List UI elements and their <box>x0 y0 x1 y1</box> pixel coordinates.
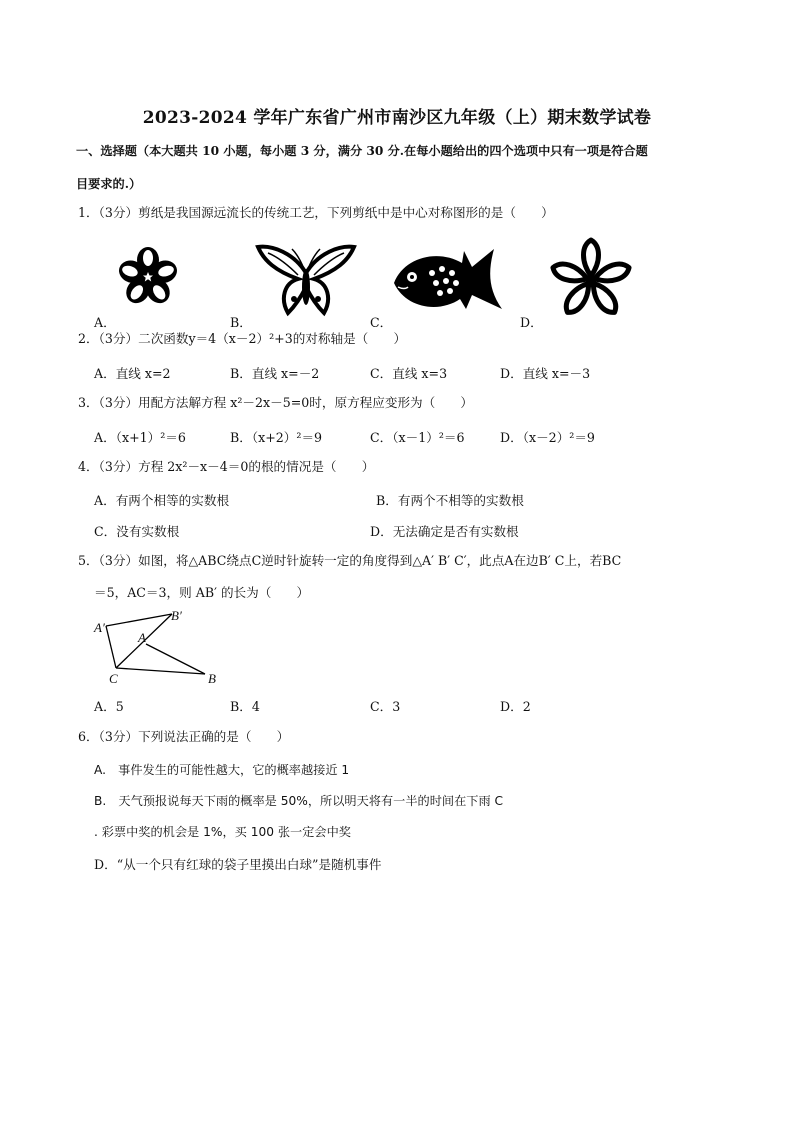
question-1-option-d: D． <box>520 315 543 330</box>
question-3-option-a: A．（x+1）²＝6 <box>94 430 186 445</box>
butterfly-papercut <box>254 243 358 321</box>
question-4-option-a: A．有两个相等的实数根 <box>94 493 230 508</box>
label-b-prime: B′ <box>171 608 182 623</box>
question-5-stem-line1: 5．（3分）如图，将△ABC绕点C逆时针旋转一定的角度得到△A′ B′ C′，此点A在边B′ C上，若BC <box>78 553 622 568</box>
question-5-option-b: B．4 <box>230 699 260 714</box>
question-1-stem: 1．（3分）剪纸是我国源远流长的传统工艺，下列剪纸中是中心对称图形的是（ ） <box>78 205 554 220</box>
question-4-stem: 4．（3分）方程 2x²－x－4＝0的根的情况是（ ） <box>78 459 375 474</box>
question-1-option-c: C． <box>370 315 393 330</box>
section-heading-line1: 一、选择题（本大题共 10 小题，每小题 3 分，满分 30 分.在每小题给出的四个选项中只有一项是符合题 <box>76 144 648 158</box>
question-6-option-a: A. 事件发生的可能性越大，它的概率越接近 1 <box>94 763 350 777</box>
question-6-option-b: B. 天气预报说每天下雨的概率是 50%，所以明天将有一半的时间在下雨 C <box>94 794 504 808</box>
question-1-option-a: A． <box>94 315 116 330</box>
question-3-option-d: D．（x－2）²＝9 <box>500 430 595 445</box>
five-petal-flower-papercut <box>544 236 638 320</box>
label-b: B <box>208 671 216 686</box>
question-5-option-c: C．3 <box>370 699 401 714</box>
question-6-stem: 6．（3分）下列说法正确的是（ ） <box>78 729 290 744</box>
label-a: A <box>138 630 146 645</box>
question-3-option-b: B．（x+2）²＝9 <box>230 430 323 445</box>
page-title: 2023-2024 学年广东省广州市南沙区九年级（上）期末数学试卷 <box>142 108 652 128</box>
question-2-option-d: D．直线 x=－3 <box>500 366 591 381</box>
flower-six-petal-papercut <box>116 245 180 309</box>
question-1-option-b: B． <box>230 315 252 330</box>
question-6-option-c: . 彩票中奖的机会是 1%，买 100 张一定会中奖 <box>94 825 351 839</box>
question-6-option-d: D．“从一个只有红球的袋子里摸出白球”是随机事件 <box>94 857 382 872</box>
question-3-option-c: C．（x－1）²＝6 <box>370 430 465 445</box>
label-c: C <box>109 671 118 686</box>
label-a-prime: A′ <box>94 620 105 635</box>
question-2-option-a: A．直线 x=2 <box>94 366 171 381</box>
question-5-option-d: D．2 <box>500 699 531 714</box>
question-4-option-b: B．有两个不相等的实数根 <box>376 493 524 508</box>
question-4-option-c: C．没有实数根 <box>94 524 180 539</box>
question-2-option-c: C．直线 x=3 <box>370 366 448 381</box>
fish-papercut <box>390 243 506 319</box>
section-heading-line2: 目要求的.） <box>76 177 142 191</box>
question-4-option-d: D．无法确定是否有实数根 <box>370 524 519 539</box>
question-3-stem: 3．（3分）用配方法解方程 x²－2x－5=0时，原方程应变形为（ ） <box>78 395 474 410</box>
question-2-option-b: B．直线 x=－2 <box>230 366 320 381</box>
question-2-stem: 2．（3分）二次函数y＝4（x－2）²+3的对称轴是（ ） <box>78 331 407 346</box>
question-5-option-a: A．5 <box>94 699 124 714</box>
question-5-stem-line2: ＝5，AC＝3，则 AB′ 的长为（ ） <box>94 585 310 600</box>
